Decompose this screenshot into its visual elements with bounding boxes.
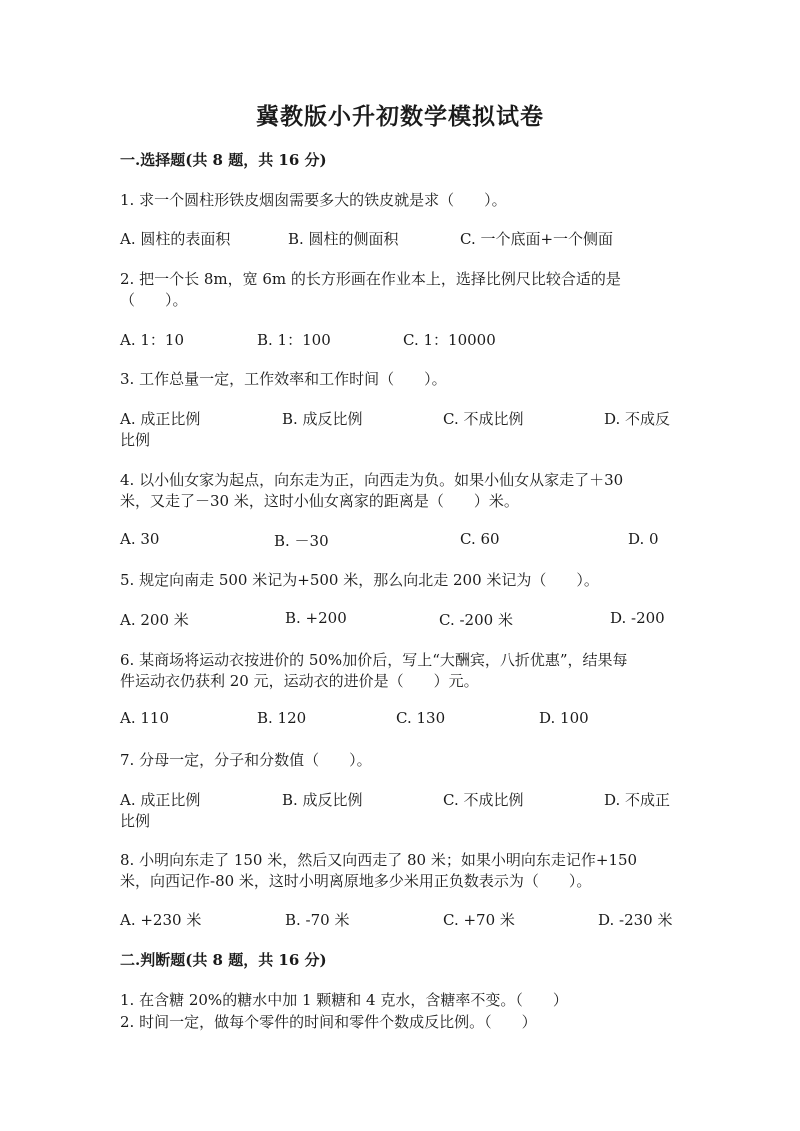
- question-6-line-2: 件运动衣仍获利 20 元，运动衣的进价是（ ）元。: [120, 672, 479, 690]
- q5-option-a: A. 200 米: [120, 611, 189, 629]
- q7-option-a: A. 成正比例: [120, 791, 201, 809]
- q5-option-d: D. -200: [610, 609, 665, 627]
- q7-option-d: D. 不成正: [604, 791, 671, 809]
- q3-option-d-wrap: 比例: [120, 431, 151, 449]
- q3-option-d: D. 不成反: [604, 410, 671, 428]
- q5-option-b: B. +200: [285, 609, 347, 627]
- q4-option-b: B. －30: [274, 532, 329, 550]
- question-4-line-2: 米，又走了－30 米，这时小仙女离家的距离是（ ）米。: [120, 492, 519, 510]
- question-5: 5. 规定向南走 500 米记为+500 米，那么向北走 200 米记为（ ）。: [120, 571, 599, 589]
- q7-option-c: C. 不成比例: [443, 791, 524, 809]
- q8-option-d: D. -230 米: [598, 911, 673, 929]
- q4-option-a: A. 30: [120, 530, 160, 548]
- question-1: 1. 求一个圆柱形铁皮烟囱需要多大的铁皮就是求（ ）。: [120, 191, 507, 209]
- section-heading-judgement: 二.判断题(共 8 题，共 16 分): [120, 951, 327, 969]
- q2-option-b: B. 1：100: [257, 331, 331, 349]
- q4-option-c: C. 60: [460, 530, 500, 548]
- q6-option-d: D. 100: [539, 709, 589, 727]
- question-7: 7. 分母一定，分子和分数值（ ）。: [120, 751, 372, 769]
- q1-option-c: C. 一个底面+一个侧面: [460, 230, 614, 248]
- q6-option-c: C. 130: [396, 709, 446, 727]
- q3-option-b: B. 成反比例: [282, 410, 363, 428]
- q7-option-d-wrap: 比例: [120, 812, 151, 830]
- question-2-line-1: 2. 把一个长 8m，宽 6m 的长方形画在作业本上，选择比例尺比较合适的是: [120, 270, 621, 288]
- q8-option-b: B. -70 米: [285, 911, 350, 929]
- q2-option-c: C. 1：10000: [403, 331, 496, 349]
- q6-option-a: A. 110: [120, 709, 169, 727]
- q6-option-b: B. 120: [257, 709, 307, 727]
- question-8-line-1: 8. 小明向东走了 150 米，然后又向西走了 80 米；如果小明向东走记作+150: [120, 851, 638, 869]
- question-8-line-2: 米，向西记作-80 米，这时小明离原地多少米用正负数表示为（ ）。: [120, 872, 592, 890]
- q5-option-c: C. -200 米: [439, 611, 513, 629]
- q3-option-a: A. 成正比例: [120, 410, 201, 428]
- question-4-line-1: 4. 以小仙女家为起点，向东走为正，向西走为负。如果小仙女从家走了＋30: [120, 471, 624, 489]
- q8-option-c: C. +70 米: [443, 911, 515, 929]
- q7-option-b: B. 成反比例: [282, 791, 363, 809]
- question-2-line-2: （ ）。: [120, 291, 188, 309]
- question-6-line-1: 6. 某商场将运动衣按进价的 50%加价后，写上“大酬宾，八折优惠”，结果每: [120, 651, 628, 669]
- exam-title: 冀教版小升初数学模拟试卷: [256, 103, 544, 130]
- judgement-item-1: 1. 在含糖 20%的糖水中加 1 颗糖和 4 克水，含糖率不变。（ ）: [120, 991, 568, 1009]
- q3-option-c: C. 不成比例: [443, 410, 524, 428]
- judgement-item-2: 2. 时间一定，做每个零件的时间和零件个数成反比例。（ ）: [120, 1013, 537, 1031]
- section-heading-choice: 一.选择题(共 8 题，共 16 分): [120, 151, 327, 169]
- q1-option-a: A. 圆柱的表面积: [120, 230, 231, 248]
- q2-option-a: A. 1：10: [120, 331, 184, 349]
- q1-option-b: B. 圆柱的侧面积: [288, 230, 399, 248]
- q8-option-a: A. +230 米: [120, 911, 202, 929]
- q4-option-d: D. 0: [628, 530, 659, 548]
- question-3: 3. 工作总量一定，工作效率和工作时间（ ）。: [120, 370, 447, 388]
